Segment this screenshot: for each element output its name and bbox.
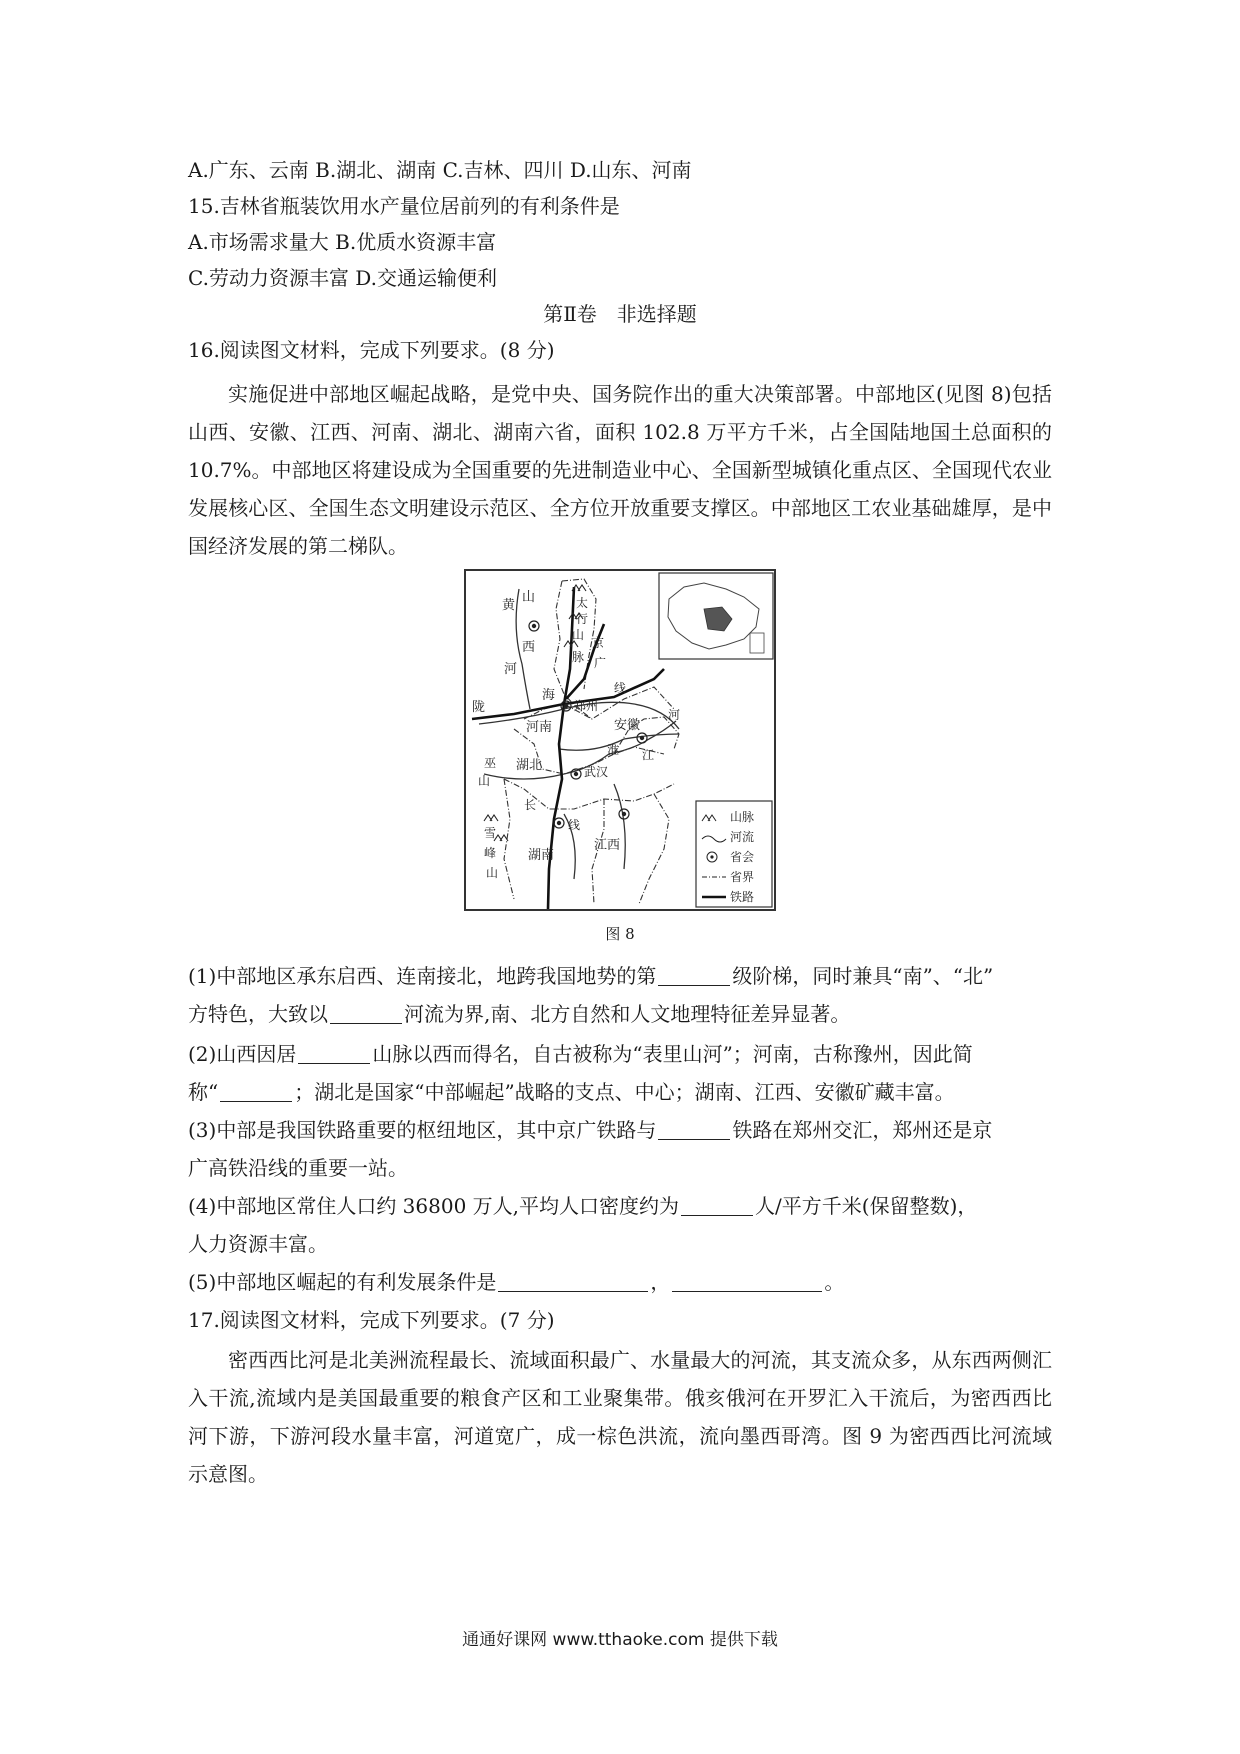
- label-wuhan: 武汉: [584, 765, 609, 779]
- label-hunan: 湖南: [528, 848, 555, 863]
- q16-stem: 16.阅读图文材料，完成下列要求。(8 分): [188, 338, 555, 362]
- q16-sub3-text-a: (3)中部是我国铁路重要的枢纽地区，其中京广铁路与: [188, 1118, 657, 1142]
- label-line2: 线: [568, 818, 581, 832]
- q17-material: 密西西比河是北美洲流程最长、流域面积最广、水量最大的河流，其支流众多，从东西两侧汇入干流,流域内是美国最重要的粮食产区和工业聚集带。俄亥俄河在开罗汇入干流后，为密西西比河下游，下游河段水量丰富，河道宽广，成一棕色洪流，流向墨西哥湾。图 9 为密西西比河流域示意图。: [188, 1348, 1052, 1486]
- legend-railway: 铁路: [730, 890, 755, 904]
- label-henan: 河南: [526, 720, 553, 735]
- label-anhui: 安徽: [614, 718, 641, 733]
- answer-blank[interactable]: [658, 1119, 730, 1140]
- legend-capital: 省会: [730, 850, 755, 864]
- q16-sub1-text-d: 河流为界,南、北方自然和人文地理特征差异显著。: [404, 1002, 851, 1026]
- q17-stem: 17.阅读图文材料，完成下列要求。(7 分): [188, 1308, 555, 1332]
- q16-sub5-line: [188, 1263, 1052, 1301]
- label-huai-2: 河: [668, 708, 681, 722]
- label-wu-2: 山: [478, 774, 491, 788]
- q14-options: A.广东、云南 B.湖北、湖南 C.吉林、四川 D.山东、河南: [188, 158, 692, 182]
- label-wu-1: 巫: [484, 756, 497, 770]
- label-huai-1: 淮: [607, 743, 620, 757]
- q16-sub4-line1: [188, 1187, 1052, 1225]
- q16-sub1-line1: [188, 957, 1052, 995]
- answer-blank[interactable]: [681, 1195, 753, 1216]
- q16-material: 实施促进中部地区崛起战略，是党中央、国务院作出的重大决策部署。中部地区(见图 8)包括山西、安徽、江西、河南、湖北、湖南六省，面积 102.8 万平方千米，占全国陆地国土总面积的 10.7%。中部地区将建设成为全国重要的先进制造业中心、全国新型城镇化重点区、全国现代农业发展核心区、全国生态文明建设示范区、全方位开放重要支撑区。中部地区工农业基础雄厚，是中国经济发展的第二梯队。: [188, 382, 1052, 558]
- legend-mountain: 山脉: [730, 810, 755, 824]
- page-footer: 通通好课网 www.tthaoke.com 提供下载: [462, 1630, 778, 1650]
- q16-sub5-text-c: 。: [824, 1270, 845, 1294]
- q16-sub4-line2: 人力资源丰富。: [188, 1232, 328, 1256]
- label-taihang-2: 行: [576, 612, 589, 626]
- q15-stem: 15.吉林省瓶装饮用水产量位居前列的有利条件是: [188, 194, 620, 218]
- legend-river: 河流: [730, 830, 755, 844]
- label-taihang-1: 太: [576, 596, 589, 610]
- answer-blank[interactable]: [220, 1081, 292, 1102]
- label-xuefeng-3: 山: [486, 866, 499, 880]
- label-hubei: 湖北: [516, 758, 543, 773]
- label-long: 陇: [472, 700, 486, 715]
- q16-sub4-text-a: (4)中部地区常住人口约 36800 万人,平均人口密度约为: [188, 1194, 680, 1218]
- q16-sub1-text-b: 级阶梯，同时兼具“南”、“北”: [732, 964, 994, 988]
- q15-options-line2: C.劳动力资源丰富 D.交通运输便利: [188, 266, 497, 290]
- answer-blank[interactable]: [498, 1271, 648, 1292]
- label-jing: 京: [592, 636, 605, 650]
- label-hai: 海: [542, 688, 556, 703]
- label-xuefeng-2: 峰: [484, 846, 497, 860]
- q16-sub3-line1: [188, 1111, 1052, 1149]
- answer-blank[interactable]: [330, 1003, 402, 1024]
- label-huang-1: 黄: [502, 598, 516, 613]
- label-guang: 广: [594, 656, 607, 670]
- legend-boundary: 省界: [730, 870, 755, 884]
- label-shanxi-1: 山: [522, 590, 536, 605]
- answer-blank[interactable]: [658, 965, 730, 986]
- label-huang-2: 河: [504, 662, 518, 677]
- label-zhengzhou: 郑州: [574, 699, 599, 713]
- label-jiangxi: 江西: [594, 838, 621, 853]
- q16-sub2-text-a: (2)山西因居: [188, 1042, 297, 1066]
- label-xuefeng-1: 雪: [484, 826, 497, 840]
- label-chang: 长: [524, 798, 537, 812]
- map-svg: [464, 569, 776, 911]
- q16-sub2-line1: [188, 1035, 1052, 1073]
- answer-blank[interactable]: [672, 1271, 822, 1292]
- label-xian: 线: [614, 681, 627, 695]
- label-taihang-4: 脉: [572, 650, 585, 664]
- q15-options-line1: A.市场需求量大 B.优质水资源丰富: [188, 230, 497, 254]
- section-title: 第Ⅱ卷 非选择题: [543, 302, 697, 326]
- q16-sub2-text-c: 称“: [188, 1080, 219, 1104]
- q16-sub2-text-b: 山脉以西而得名，自古被称为“表里山河”；河南，古称豫州，因此简: [372, 1042, 973, 1066]
- map-legend: [696, 801, 772, 907]
- q16-sub5-text-a: (5)中部地区崛起的有利发展条件是: [188, 1270, 497, 1294]
- figure-caption: 图 8: [605, 925, 635, 943]
- q16-sub5-text-b: ，: [650, 1270, 671, 1294]
- q16-sub1-text-a: (1)中部地区承东启西、连南接北，地跨我国地势的第: [188, 964, 657, 988]
- q16-sub2-text-d: ；湖北是国家“中部崛起”战略的支点、中心；湖南、江西、安徽矿藏丰富。: [294, 1080, 955, 1104]
- label-jiang: 江: [642, 748, 655, 762]
- q16-sub4-text-b: 人/平方千米(保留整数)，: [755, 1194, 978, 1218]
- answer-blank[interactable]: [298, 1043, 370, 1064]
- q16-sub3-text-b: 铁路在郑州交汇，郑州还是京: [732, 1118, 993, 1142]
- label-taihang-3: 山: [572, 628, 585, 642]
- q16-sub1-line2: [188, 995, 1052, 1033]
- central-china-map: [464, 569, 776, 911]
- q16-sub3-line2: 广高铁沿线的重要一站。: [188, 1156, 408, 1180]
- q16-sub2-line2: [188, 1073, 1052, 1111]
- q16-sub1-text-c: 方特色，大致以: [188, 1002, 328, 1026]
- label-shanxi-2: 西: [522, 640, 536, 655]
